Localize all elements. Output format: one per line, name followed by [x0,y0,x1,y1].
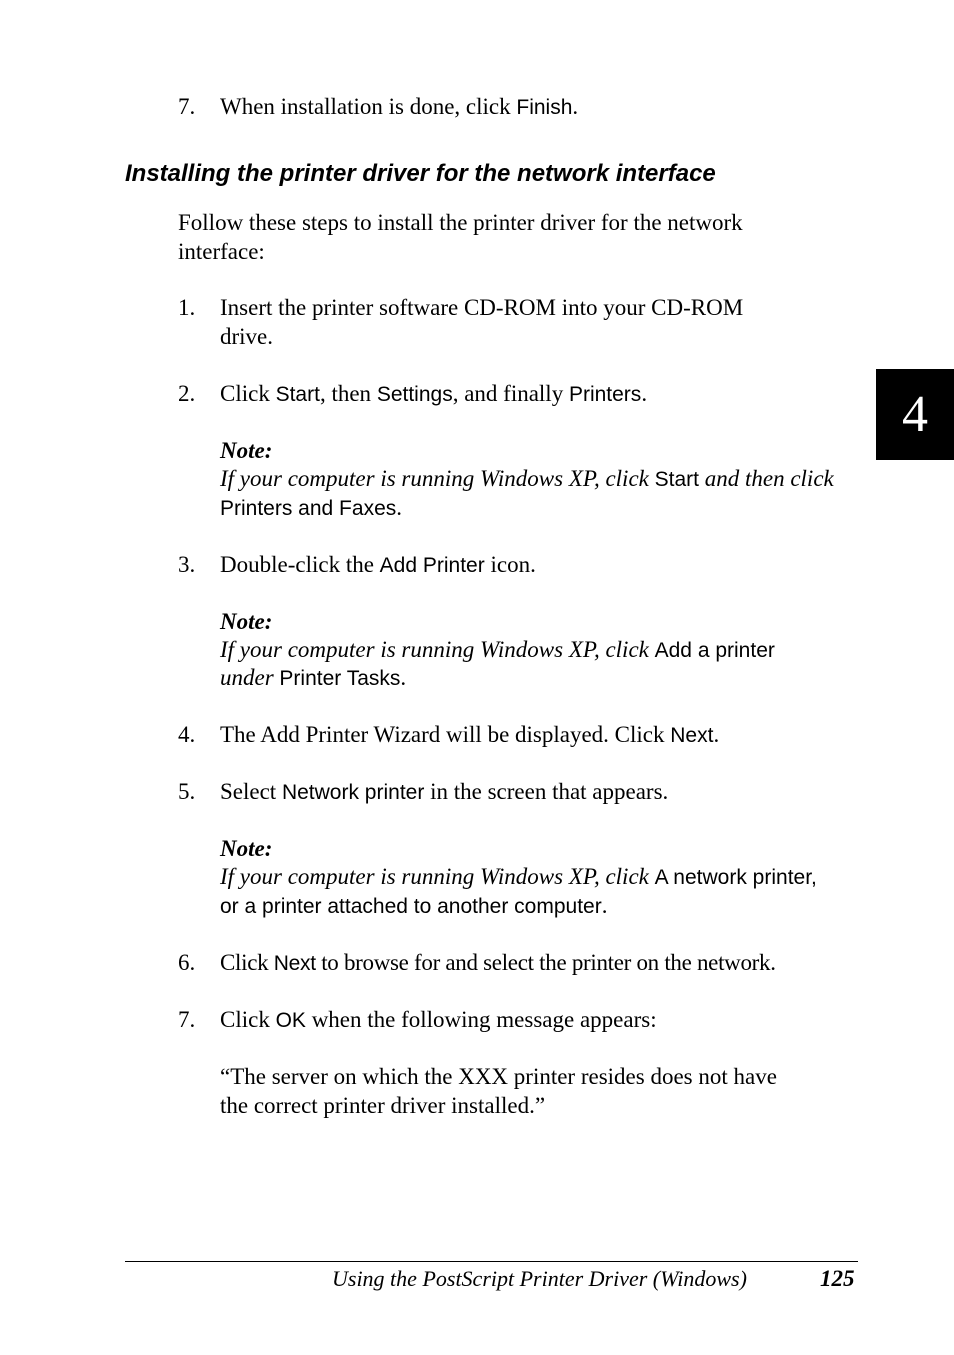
step-number: 3. [178,552,196,577]
ui-term: A network printer, [654,866,817,889]
ui-term: Next [670,724,714,747]
note-text: or a printer attached to another computer. [220,893,608,918]
note-label: Note: [220,438,273,463]
footer-title: Using the PostScript Printer Driver (Windows) [332,1266,747,1291]
ui-term: Network printer [281,781,425,804]
note-text: If your computer is running Windows XP, click Add a printer [220,637,775,662]
step-number: 1. [178,295,196,320]
step-number: 5. [178,779,196,804]
step-number: 7. [178,94,196,119]
ui-term: Start [275,383,320,406]
step-text: Click OK when the following message appears: [220,1007,657,1032]
note-label: Note: [220,836,273,861]
quoted-message: “The server on which the XXX printer resides does not have [220,1064,777,1089]
quoted-message: the correct printer driver installed.” [220,1093,546,1118]
ui-term: Start [654,468,699,491]
step-text: Click Next to browse for and select the printer on the network. [220,950,776,975]
footer-rule [125,1261,858,1262]
note-text: If your computer is running Windows XP, click A network printer, [220,864,817,889]
intro-line-1: Follow these steps to install the printer driver for the network [178,210,743,235]
step-text: drive. [220,324,274,349]
ui-term: Next [273,952,316,975]
ui-term: Printer Tasks [279,667,401,690]
ui-term: Finish [516,96,573,119]
ui-term: Add Printer [379,554,485,577]
note-text: under Printer Tasks. [220,665,407,690]
step-number: 4. [178,722,196,747]
section-heading: Installing the printer driver for the network interface [125,160,716,187]
step-text: Click Start, then Settings, and finally Printers. [220,381,648,406]
ui-term: Printers [568,383,642,406]
ui-term: Settings [376,383,453,406]
ui-term: Printers and Faxes [220,497,397,520]
step-number: 7. [178,1007,196,1032]
step-text: Insert the printer software CD-ROM into your CD-ROM [220,295,744,320]
intro-line-2: interface: [178,239,265,264]
step-number: 2. [178,381,196,406]
step-text: Select Network printer in the screen that appears. [220,779,669,804]
step-text: When installation is done, click Finish. [220,94,579,119]
step-number: 6. [178,950,196,975]
ui-term: OK [275,1009,306,1032]
note-label: Note: [220,609,273,634]
page-number: 125 [820,1266,855,1291]
note-text: If your computer is running Windows XP, click Start and then click [220,466,834,491]
note-text: Printers and Faxes. [220,495,402,520]
ui-term: or a printer attached to another computer [220,895,602,918]
chapter-tab: 4 [876,369,954,460]
ui-term: Add a printer [654,639,775,662]
step-text: The Add Printer Wizard will be displayed. Click Next. [220,722,720,747]
step-text: Double-click the Add Printer icon. [220,552,536,577]
